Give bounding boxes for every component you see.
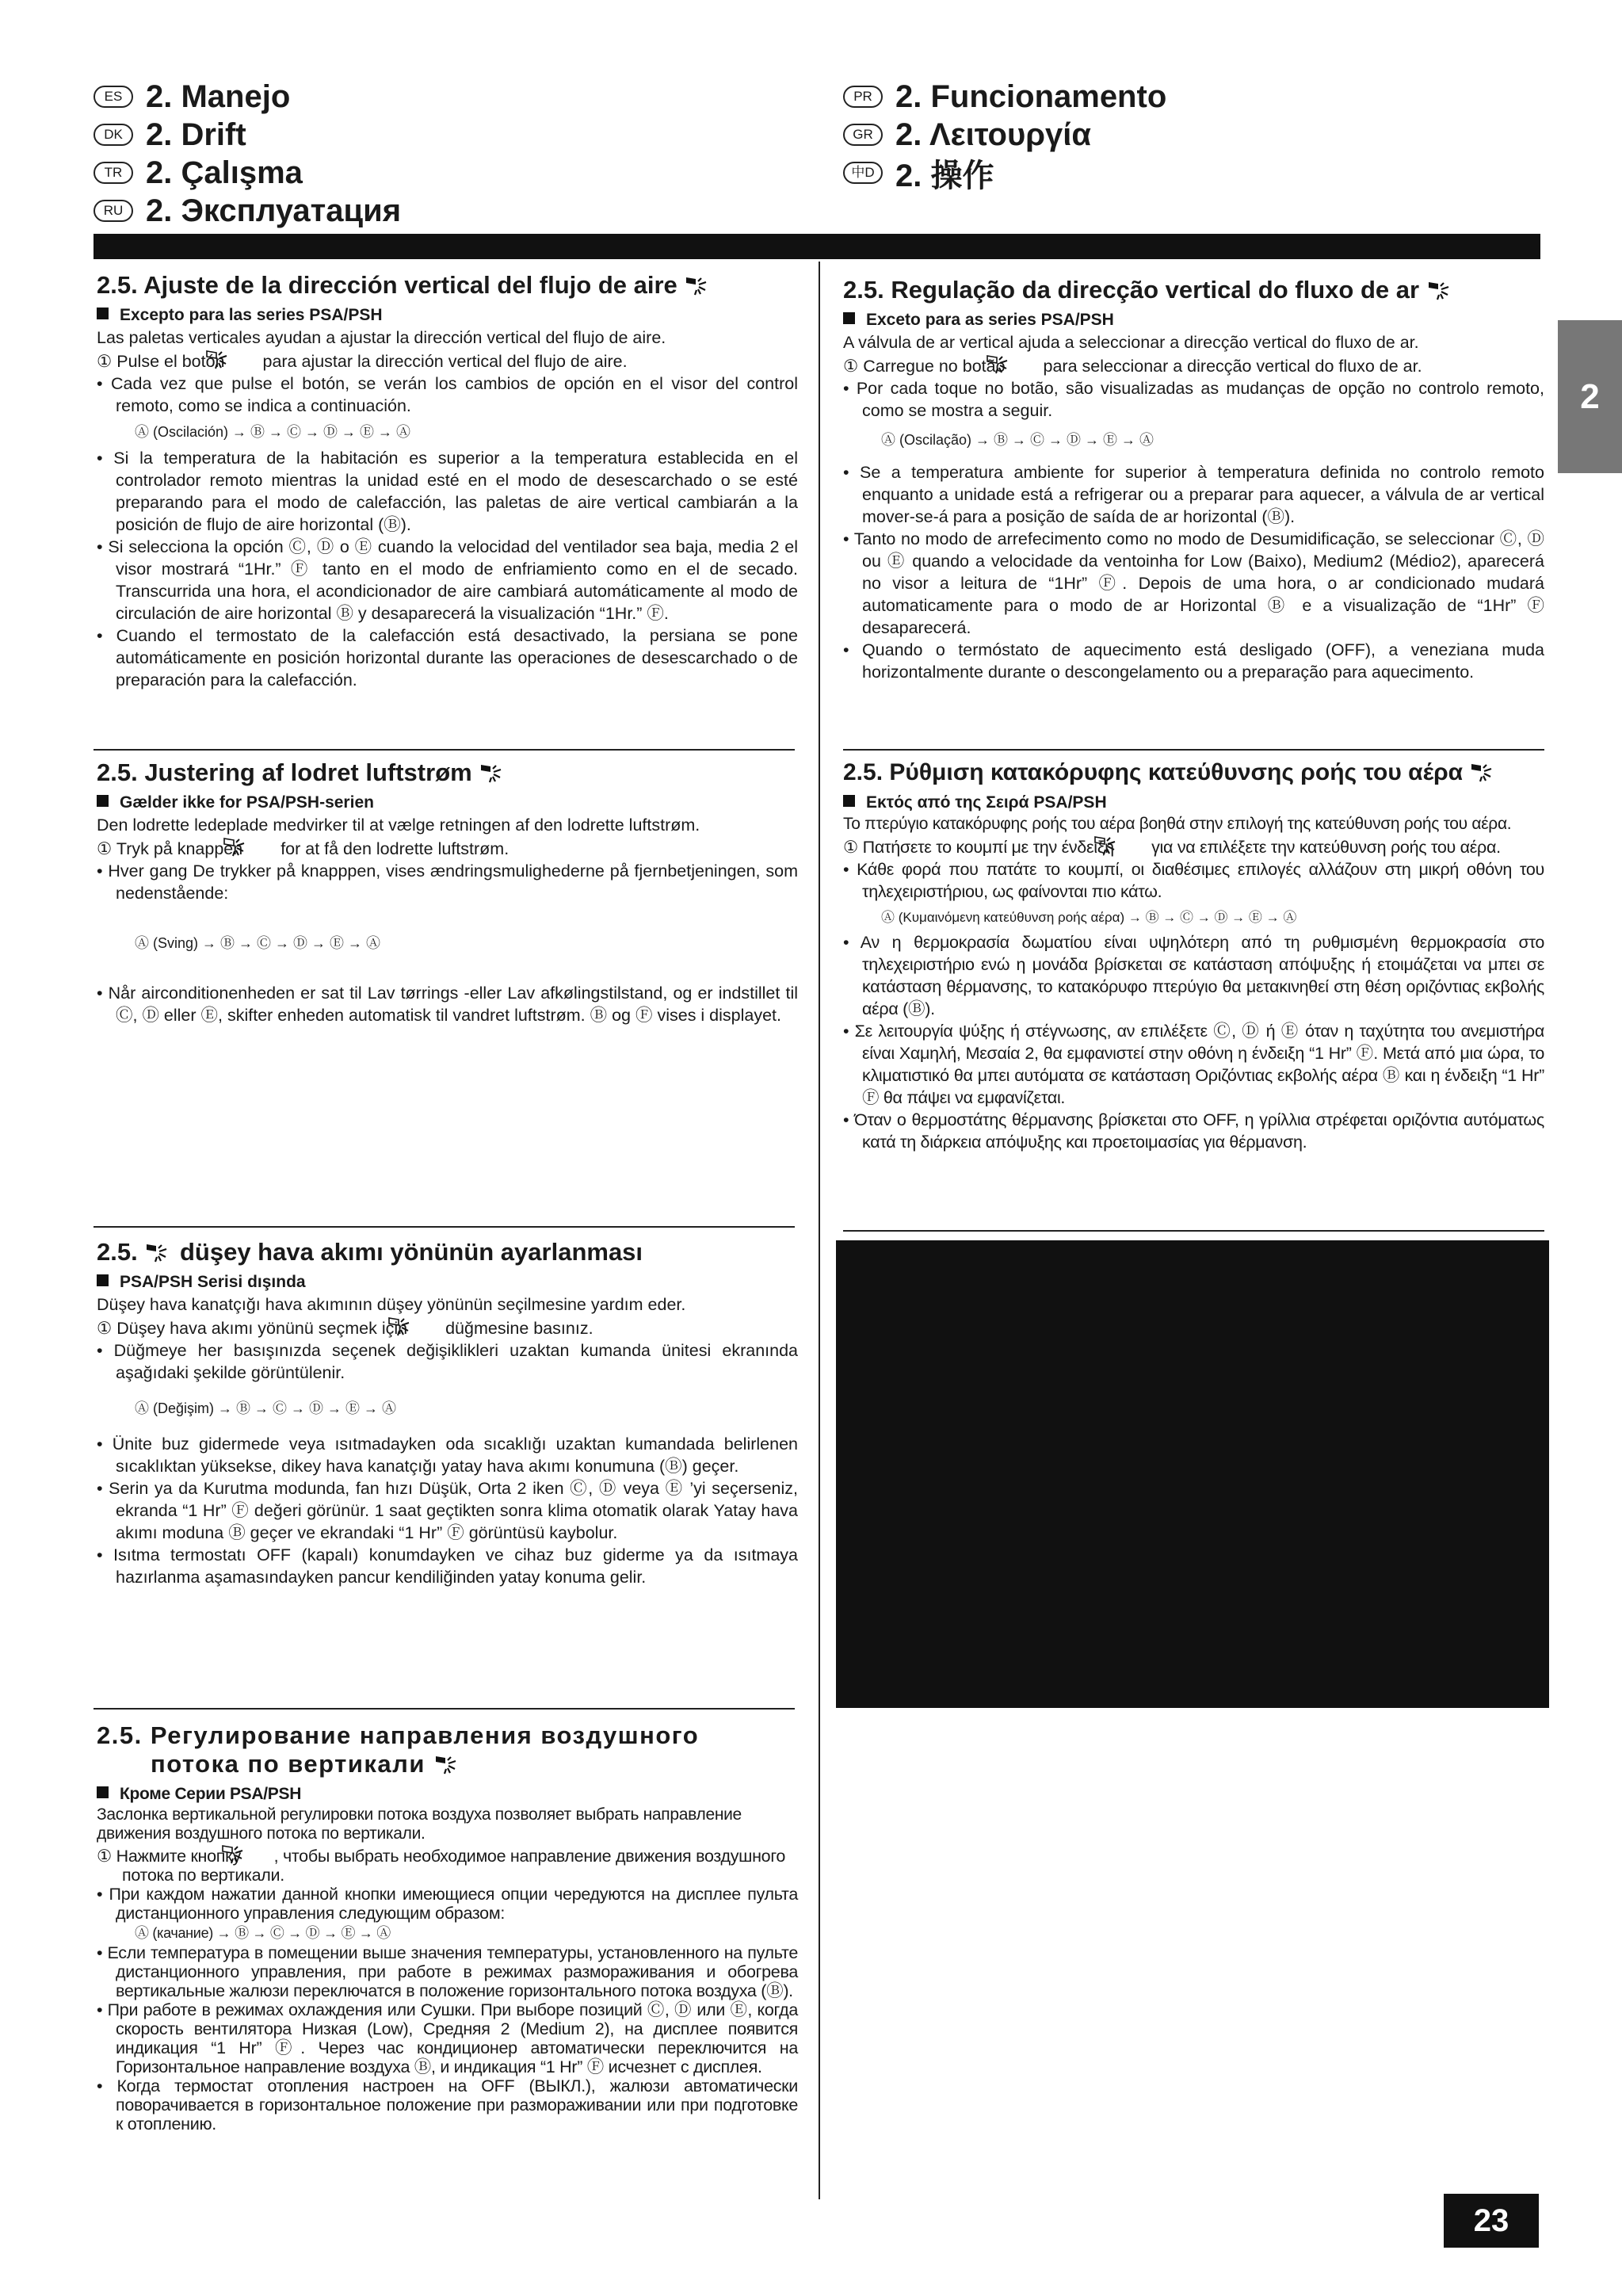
blank-panel: [836, 1240, 1549, 1708]
bullet-1-ru: • При каждом нажатии данной кнопки имеющиеся опции чередуются на дисплее пульта дистанционного управления следующим образом:: [97, 1885, 798, 1923]
step-1-pr-post: para seleccionar a direcção vertical do fluxo de ar.: [1043, 357, 1422, 376]
bullet-3-tr: • Serin ya da Kurutma modunda, fan hızı Düşük, Orta 2 iken Ⓒ, Ⓓ veya Ⓔ ’yi seçerseniz, ekranda “1 Hr” Ⓕ değeri görünür. 1 saat geçtikten sonra klima otomatik olarak Yatay hava akımı moduna Ⓑ geçer ve ekrandaki “1 Hr” Ⓕ görüntüsü kaybolur.: [97, 1479, 798, 1542]
vane-icon: [1469, 761, 1498, 781]
header-gr: [843, 116, 1091, 154]
step-1-dk-pre: ① Tryk på knappen: [97, 839, 243, 858]
vane-button-icon: [230, 349, 258, 369]
bullet-3-pr: • Tanto no modo de arrefecimento como no modo de Desumidificação, se seleccionar Ⓒ, Ⓓ ou Ⓔ quando a velocidade da ventoinha for Low (Baixo), Medium2 (Médio2), aparecerá no visor a leitura de “1Hr” Ⓕ. Depois de uma hora, o ar condicionado mudará automaticamente para o modo de ar Horizontal Ⓑ e a visualização de “1Hr” Ⓕ desaparecerá.: [843, 529, 1544, 637]
bullet-2-dk: • Når airconditionenheden er sat til Lav tørrings -eller Lav afkølingstilstand, og er indstillet til Ⓒ, Ⓓ eller Ⓔ, skifter enheden automatisk til vandret luftstrøm. Ⓑ og Ⓕ vises i displayet.: [97, 984, 798, 1025]
step-1-ru: [97, 1843, 798, 1885]
step-1-ru-pre: ① Нажмите кнопку: [97, 1847, 241, 1866]
rule-es-dk: [94, 749, 795, 751]
lang-badge-ru: RU: [94, 200, 133, 222]
header-cn: [843, 154, 994, 192]
subheading-ru: Кроме Серии PSA/PSH: [97, 1783, 798, 1805]
subheading-pr: Exceto para as series PSA/PSH: [843, 309, 1544, 331]
sequence-es: Ⓐ (Oscilación) → Ⓑ → Ⓒ → Ⓓ → Ⓔ → Ⓐ: [135, 424, 411, 440]
vane-button-icon: [1118, 835, 1147, 855]
lang-badge-cn: 中D: [843, 162, 883, 184]
section-es: [97, 271, 798, 691]
section-title-dk: [97, 758, 798, 787]
vane-icon: [433, 1752, 462, 1773]
heading-cn: 2. 操作: [895, 158, 994, 193]
bullet-1-tr: • Düğmeye her basışınızda seçenek değişiklikleri uzaktan kumanda ünitesi ekranında aşağıdaki şekilde görüntülenir.: [97, 1341, 798, 1382]
vane-button-icon: [246, 1843, 274, 1864]
step-1-dk: [97, 836, 798, 860]
section-title-es: [97, 271, 798, 300]
vane-button-icon: [412, 1316, 441, 1336]
bullet-4-pr: • Quando o termóstato de aquecimento está desligado (OFF), a veneziana muda horizontalmente durante o descongelamento ou a preparação para aquecimento.: [843, 640, 1544, 682]
header-pr: [843, 78, 1166, 116]
sequence-dk: Ⓐ (Sving) → Ⓑ → Ⓒ → Ⓓ → Ⓔ → Ⓐ: [135, 935, 381, 951]
vane-icon: [144, 1240, 173, 1261]
step-1-dk-post: for at få den lodrette luftstrøm.: [281, 839, 509, 858]
section-dk: [97, 758, 798, 1026]
step-1-gr: [843, 835, 1544, 858]
vane-icon: [684, 273, 712, 294]
header-dk: [94, 116, 246, 154]
lang-badge-pr: PR: [843, 86, 883, 108]
section-tr: [97, 1238, 798, 1588]
step-1-pr-pre: ① Carregue no botão: [843, 357, 1006, 376]
section-title-gr: [843, 758, 1544, 787]
section-title-ru-line2-text: потока по вертикали: [151, 1750, 426, 1778]
bullet-2-tr: • Ünite buz gidermede veya ısıtmadayken oda sıcaklığı uzaktan kumandada belirlenen sıcaklıktan yüksekse, dikey hava kanatçığı yatay hava akımı konumuna (Ⓑ) geçer.: [97, 1435, 798, 1476]
rule-gr-box: [843, 1230, 1544, 1232]
intro-pr: A válvula de ar vertical ajuda a seleccionar a direcção vertical do fluxo de ar.: [843, 333, 1419, 352]
section-title-pr: [843, 276, 1544, 304]
bullet-4-gr: • Όταν ο θερμοστάτης θέρμανσης βρίσκεται στο OFF, η γρίλλια στρέφεται οριζόντια αυτόματως κατά τη διάρκεια απόψυξης και προετοιμασίας για θέρμανση.: [843, 1110, 1544, 1152]
section-title-es-text: 2.5. Ajuste de la dirección vertical del flujo de aire: [97, 271, 677, 299]
section-title-gr-text: 2.5. Ρύθμιση κατακόρυφης κατεύθυνσης ροής του αέρα: [843, 759, 1464, 785]
intro-es: Las paletas verticales ayudan a ajustar la dirección vertical del flujo de aire.: [97, 328, 666, 347]
vane-icon: [1426, 278, 1455, 299]
intro-dk: Den lodrette ledeplade medvirker til at vælge retningen af den lodrette luftstrøm.: [97, 816, 700, 835]
section-title-ru-line2: [97, 1750, 798, 1778]
header-bar: [94, 234, 1540, 259]
column-divider: [819, 262, 820, 2199]
bullet-2-pr: • Se a temperatura ambiente for superior à temperatura definida no controlo remoto enquanto a unidade está a refrigerar ou a preparar para aquecer, a válvula de ar vertical mover-se-á para a posição de saída de ar horizontal (Ⓑ).: [843, 463, 1544, 526]
section-title-ru-line1: 2.5. Регулирование направления воздушного: [97, 1721, 700, 1749]
bullet-3-ru: • При работе в режимах охлаждения или Сушки. При выборе позиций Ⓒ, Ⓓ или Ⓔ, когда скорость вентилятора Низкая (Low), Средняя 2 (Medium 2), на дисплее появится индикация “1 Hr” Ⓕ. Через час кондиционер автоматически переключится на Горизонтальное направление воздуха Ⓑ, и индикация “1 Hr” Ⓕ исчезнет с дисплея.: [97, 2000, 798, 2076]
bullet-2-es: • Si la temperatura de la habitación es superior a la temperatura establecida en el controlador remoto mientras la unidad esté en el modo de desescarchado o se esté preparando para el modo de calefacción, las paletas de aire vertical cambiarán a la posición de flujo de aire horizontal (Ⓑ).: [97, 449, 798, 534]
bullet-2-ru: • Если температура в помещении выше значения температуры, установленного на пульте дистанционного управления, при работе в режимах размораживания и обогрева вертикальные жалюзи переключатся в положение горизонтального потока воздуха (Ⓑ).: [97, 1943, 798, 2000]
bullet-3-gr: • Σε λειτουργία ψύξης ή στέγνωσης, αν επιλέξετε Ⓒ, Ⓓ ή Ⓔ όταν η ταχύτητα του ανεμιστήρα είναι Χαμηλή, Μεσαία 2, θα εμφανιστεί στην οθόνη η ένδειξη “1 Hr” Ⓕ. Μετά από μια ώρα, το κλιματιστικό θα μπει αυτόματα σε κατάσταση Οριζόντιας εκβολής αέρα Ⓑ και η ένδειξη “1 Hr” Ⓕ θα πάψει να εμφανίζεται.: [843, 1022, 1544, 1107]
step-1-es-post: para ajustar la dirección vertical del flujo de aire.: [262, 352, 628, 371]
vane-button-icon: [247, 836, 276, 857]
sequence-tr: Ⓐ (Değişim) → Ⓑ → Ⓒ → Ⓓ → Ⓔ → Ⓐ: [135, 1400, 397, 1416]
heading-gr: 2. Λειτουργία: [895, 117, 1091, 152]
step-1-pr: [843, 353, 1544, 377]
section-title-pr-text: 2.5. Regulação da direcção vertical do fluxo de ar: [843, 276, 1420, 304]
bullet-4-tr: • Isıtma termostatı OFF (kapalı) konumdayken ve cihaz buz giderme ya da ısıtmaya hazırlanma aşamasındayken pancur kendiliğinden yatay konuma gelir.: [97, 1545, 798, 1587]
step-1-gr-post: για να επιλέξετε την κατεύθυνση ροής του αέρα.: [1151, 838, 1501, 857]
vane-button-icon: [1010, 353, 1039, 374]
subheading-dk: Gælder ikke for PSA/PSH-serien: [97, 792, 798, 814]
intro-ru: Заслонка вертикальной регулировки потока воздуха позволяет выбрать направление движения воздушного потока по вертикали.: [97, 1805, 742, 1843]
heading-dk: 2. Drift: [146, 117, 246, 152]
rule-tr-ru: [94, 1708, 795, 1710]
header-ru: [94, 192, 401, 230]
bullet-4-es: • Cuando el termostato de la calefacción está desactivado, la persiana se pone automáticamente en posición horizontal durante las operaciones de desescarchado o de preparación para la calefacción.: [97, 626, 798, 690]
header-es: [94, 78, 290, 116]
section-ru: [97, 1721, 798, 2134]
subheading-gr: Εκτός από της Σειρά PSA/PSH: [843, 792, 1544, 814]
lang-badge-es: ES: [94, 86, 133, 108]
step-1-tr: [97, 1316, 798, 1339]
lang-badge-tr: TR: [94, 162, 133, 184]
heading-es: 2. Manejo: [146, 78, 291, 114]
step-1-tr-post: düğmesine basınız.: [445, 1319, 593, 1338]
heading-tr: 2. Çalışma: [146, 155, 303, 190]
subheading-tr: PSA/PSH Serisi dışında: [97, 1271, 798, 1293]
step-1-tr-pre: ① Düşey hava akımı yönünü seçmek için: [97, 1319, 408, 1338]
sequence-gr: Ⓐ (Κυμαινόμενη κατεύθυνση ροής αέρα) → Ⓑ → Ⓒ → Ⓓ → Ⓔ → Ⓐ: [881, 910, 1297, 925]
header-tr: [94, 154, 303, 192]
bullet-3-es: • Si selecciona la opción Ⓒ, Ⓓ o Ⓔ cuando la velocidad del ventilador sea baja, media 2 el visor mostrará “1Hr.” Ⓕ tanto en el modo de enfriamiento como en el de secado. Transcurrida una hora, el acondicionador de aire cambiará automáticamente al modo de circulación de aire horizontal Ⓑ y desaparecerá la visualización “1Hr.” Ⓕ.: [97, 537, 798, 623]
bullet-1-pr: • Por cada toque no botão, são visualizadas as mudanças de opção no controlo remoto, como se mostra a seguir.: [843, 379, 1544, 420]
lang-badge-dk: DK: [94, 124, 133, 146]
step-1-es-pre: ① Pulse el botón: [97, 352, 225, 371]
step-1-gr-pre: ① Πατήσετε το κουμπί με την ένδειξη: [843, 838, 1114, 857]
intro-gr: Το πτερύγιο κατακόρυφης ροής του αέρα βοηθά στην επιλογή της κατεύθυνση ροής του αέρα.: [843, 815, 1512, 833]
section-title-tr: [97, 1238, 798, 1266]
intro-tr: Düşey hava kanatçığı hava akımının düşey yönünün seçilmesine yardım eder.: [97, 1295, 686, 1314]
subheading-es: Excepto para las series PSA/PSH: [97, 304, 798, 327]
bullet-4-ru: • Когда термостат отопления настроен на OFF (ВЫКЛ.), жалюзи автоматически поворачивается в горизонтальное положение при размораживании или при подготовке к отоплению.: [97, 2076, 798, 2134]
step-1-ru-post: , чтобы выбрать необходимое направление движения воздушного потока по вертикали.: [122, 1847, 786, 1885]
step-1-es: [97, 349, 798, 372]
sequence-pr: Ⓐ (Oscilação) → Ⓑ → Ⓒ → Ⓓ → Ⓔ → Ⓐ: [881, 432, 1154, 448]
bullet-2-gr: • Αν η θερμοκρασία δωματίου είναι υψηλότερη από τη ρυθμισμένη θερμοκρασία στο τηλεχειριστήριο ενώ η μονάδα βρίσκεται σε κατάσταση απόψυξης ή ετοιμάζεται να μπει σε κατάσταση θέρμανσης, το κατακόρυφο πτερύγιο θα μετακινηθεί στη θέση οριζόντιας εκβολής αέρα (Ⓑ).: [843, 933, 1544, 1018]
rule-pr-gr: [843, 749, 1544, 751]
section-pr: [843, 276, 1544, 683]
section-title-dk-text: 2.5. Justering af lodret luftstrøm: [97, 758, 472, 786]
section-title-tr-post: düşey hava akımı yönünün ayarlanması: [179, 1238, 643, 1266]
section-title-tr-pre: 2.5.: [97, 1238, 138, 1266]
section-title-ru: [97, 1721, 798, 1778]
rule-dk-tr: [94, 1226, 795, 1228]
chapter-tab: 2: [1558, 320, 1622, 473]
heading-pr: 2. Funcionamento: [895, 78, 1167, 114]
bullet-1-gr: • Κάθε φορά που πατάτε το κουμπί, οι διαθέσιμες επιλογές αλλάζουν στη μικρή οθόνη του τηλεχειριστήριου, ως φαίνονται πιο κάτω.: [843, 860, 1544, 901]
bullet-1-es: • Cada vez que pulse el botón, se verán los cambios de opción en el visor del control remoto, como se indica a continuación.: [97, 374, 798, 415]
page-number: 23: [1444, 2194, 1539, 2248]
heading-ru: 2. Эксплуатация: [146, 193, 402, 228]
section-gr: [843, 758, 1544, 1153]
sequence-ru: Ⓐ (качание) → Ⓑ → Ⓒ → Ⓓ → Ⓔ → Ⓐ: [135, 1925, 391, 1941]
bullet-1-dk: • Hver gang De trykker på knapppen, vises ændringsmulighederne på fjernbetjeningen, som nedenstående:: [97, 861, 798, 903]
lang-badge-gr: GR: [843, 124, 883, 146]
vane-icon: [479, 761, 507, 781]
